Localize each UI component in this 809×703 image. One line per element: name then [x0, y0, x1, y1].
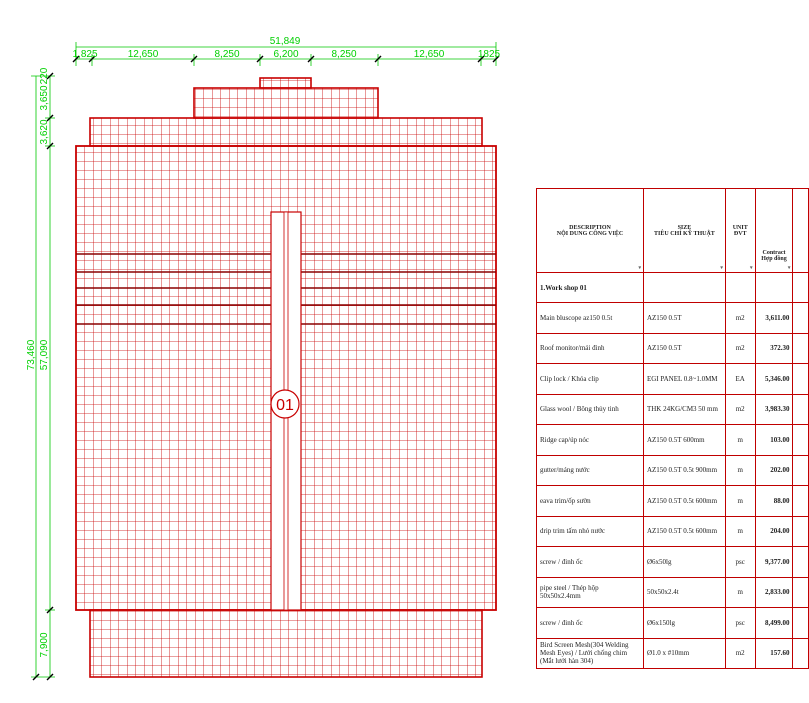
- description-cell[interactable]: screw / đinh ốc: [537, 608, 644, 639]
- section-row: [537, 273, 809, 303]
- header-label: NỘI DUNG CÔNG VIỆC: [556, 230, 624, 237]
- header-label: DESCRIPTION: [569, 224, 611, 231]
- unit-column-header[interactable]: [725, 189, 755, 273]
- filter-dropdown-icon[interactable]: ▾: [638, 266, 641, 271]
- size-cell[interactable]: Ø6x50lg: [643, 547, 725, 578]
- bay-width-label: 12,650: [413, 49, 445, 60]
- qty-cell[interactable]: 88.00: [755, 486, 793, 517]
- qty-cell[interactable]: 202.00: [755, 455, 793, 486]
- qty-cell[interactable]: 9,377.00: [755, 547, 793, 578]
- table-row: [537, 638, 809, 669]
- description-cell[interactable]: Roof monitor/mái đinh: [537, 333, 644, 364]
- table-header-row: [537, 189, 809, 273]
- size-cell[interactable]: AZ150 0.5T 600mm: [643, 425, 725, 456]
- size-cell[interactable]: Ø6x150lg: [643, 608, 725, 639]
- unit-cell[interactable]: m: [725, 425, 755, 456]
- table-row: [537, 333, 809, 364]
- height-dim-label: 57,090: [39, 339, 50, 371]
- unit-cell[interactable]: m2: [725, 638, 755, 669]
- height-dim-label: 220: [39, 67, 50, 85]
- size-cell[interactable]: 50x50x2.4t: [643, 577, 725, 608]
- header-label: Hợp đồng: [761, 256, 787, 262]
- area-marker-label: 01: [276, 397, 294, 414]
- extra-cell: [793, 333, 809, 364]
- table-row: [537, 394, 809, 425]
- qty-cell[interactable]: 372.30: [755, 333, 793, 364]
- extra-cell: [793, 455, 809, 486]
- size-cell[interactable]: Ø1.0 x #10mm: [643, 638, 725, 669]
- extra-column-header: [793, 189, 809, 273]
- size-cell[interactable]: AZ150 0.5T: [643, 303, 725, 334]
- table-row: [537, 516, 809, 547]
- qty-cell[interactable]: 204.00: [755, 516, 793, 547]
- qty-cell[interactable]: 8,499.00: [755, 608, 793, 639]
- description-cell[interactable]: drip trim tấm nhỏ nước: [537, 516, 644, 547]
- description-cell[interactable]: pipe steel / Thép hộp 50x50x2.4mm: [537, 577, 644, 608]
- description-cell[interactable]: Clip lock / Khóa clip: [537, 364, 644, 395]
- bay-width-label: 8,250: [331, 49, 357, 60]
- size-cell[interactable]: AZ150 0.5T 0.5t 900mm: [643, 455, 725, 486]
- height-dim-label: 3,620: [39, 119, 50, 145]
- bay-width-label: 12,650: [127, 49, 159, 60]
- description-cell[interactable]: Main bluscope az150 0.5t: [537, 303, 644, 334]
- size-cell[interactable]: AZ150 0.5T 0.5t 600mm: [643, 486, 725, 517]
- description-column-header[interactable]: [537, 189, 644, 273]
- description-cell[interactable]: screw / đinh ốc: [537, 547, 644, 578]
- table-row: [537, 608, 809, 639]
- extra-cell: [793, 394, 809, 425]
- unit-cell[interactable]: m: [725, 486, 755, 517]
- section-title: 1.Work shop 01: [537, 273, 644, 303]
- unit-cell[interactable]: psc: [725, 608, 755, 639]
- size-column-header[interactable]: [643, 189, 725, 273]
- qty-cell[interactable]: 5,346.00: [755, 364, 793, 395]
- bay-width-label: 1825: [477, 49, 501, 60]
- filter-dropdown-icon[interactable]: ▾: [750, 266, 753, 271]
- table-row: [537, 455, 809, 486]
- description-cell[interactable]: gutter/máng nước: [537, 455, 644, 486]
- extra-cell: [793, 425, 809, 456]
- bay-width-label: 1,825: [72, 49, 98, 60]
- description-cell[interactable]: Bird Screen Mesh(304 Welding Mesh Eyes) / Lưới chống chim (Mắt lưới hàn 304): [537, 638, 644, 669]
- qty-cell[interactable]: 3,611.00: [755, 303, 793, 334]
- height-dim-label: 73,460: [26, 339, 37, 371]
- table-row: [537, 486, 809, 517]
- roof-panel-grid: [76, 78, 496, 677]
- extra-cell: [793, 547, 809, 578]
- contract-column-header[interactable]: [755, 189, 793, 273]
- extra-cell: [793, 516, 809, 547]
- description-cell[interactable]: eava trim/ốp sườn: [537, 486, 644, 517]
- extra-cell: [793, 364, 809, 395]
- qty-cell[interactable]: 2,833.00: [755, 577, 793, 608]
- qty-cell[interactable]: 157.60: [755, 638, 793, 669]
- unit-cell[interactable]: m2: [725, 333, 755, 364]
- area-marker: [271, 390, 299, 418]
- description-cell[interactable]: Ridge cap/úp nóc: [537, 425, 644, 456]
- qty-cell[interactable]: 3,983.30: [755, 394, 793, 425]
- size-cell[interactable]: AZ150 0.5T 0.5t 600mm: [643, 516, 725, 547]
- unit-cell[interactable]: EA: [725, 364, 755, 395]
- filter-dropdown-icon[interactable]: ▾: [787, 266, 791, 271]
- extra-cell: [793, 638, 809, 669]
- unit-cell[interactable]: m2: [725, 394, 755, 425]
- header-label: UNIT: [732, 224, 748, 231]
- table-row: [537, 364, 809, 395]
- overall-width-label: 51,849: [269, 36, 301, 47]
- bill-of-quantities-table: [536, 188, 809, 669]
- unit-cell[interactable]: m: [725, 455, 755, 486]
- unit-cell[interactable]: m: [725, 577, 755, 608]
- extra-cell: [793, 608, 809, 639]
- size-cell[interactable]: AZ150 0.5T: [643, 333, 725, 364]
- qty-cell[interactable]: 103.00: [755, 425, 793, 456]
- table-body: [537, 303, 809, 669]
- unit-cell[interactable]: psc: [725, 547, 755, 578]
- bay-width-label: 8,250: [214, 49, 240, 60]
- size-cell[interactable]: THK 24KG/CM3 50 mm: [643, 394, 725, 425]
- side-dimension-lines: [31, 76, 55, 677]
- unit-cell[interactable]: m2: [725, 303, 755, 334]
- description-cell[interactable]: Glass wool / Bông thủy tinh: [537, 394, 644, 425]
- filter-dropdown-icon[interactable]: ▾: [720, 266, 723, 271]
- height-dim-label: 3,650: [39, 85, 50, 111]
- table-row: [537, 303, 809, 334]
- height-dim-label: 7,900: [39, 632, 50, 658]
- header-label: ĐVT: [733, 230, 747, 237]
- extra-cell: [793, 577, 809, 608]
- table-row: [537, 577, 809, 608]
- table-row: [537, 547, 809, 578]
- bay-width-label: 6,200: [273, 49, 299, 60]
- header-label: Contract: [762, 250, 786, 256]
- header-label: TIÊU CHÍ KỸ THUẬT: [654, 230, 715, 237]
- extra-cell: [793, 486, 809, 517]
- table-row: [537, 425, 809, 456]
- extra-cell: [793, 303, 809, 334]
- header-label: SIZE: [677, 224, 692, 231]
- unit-cell[interactable]: m: [725, 516, 755, 547]
- size-cell[interactable]: EGI PANEL 0.8~1.0MM: [643, 364, 725, 395]
